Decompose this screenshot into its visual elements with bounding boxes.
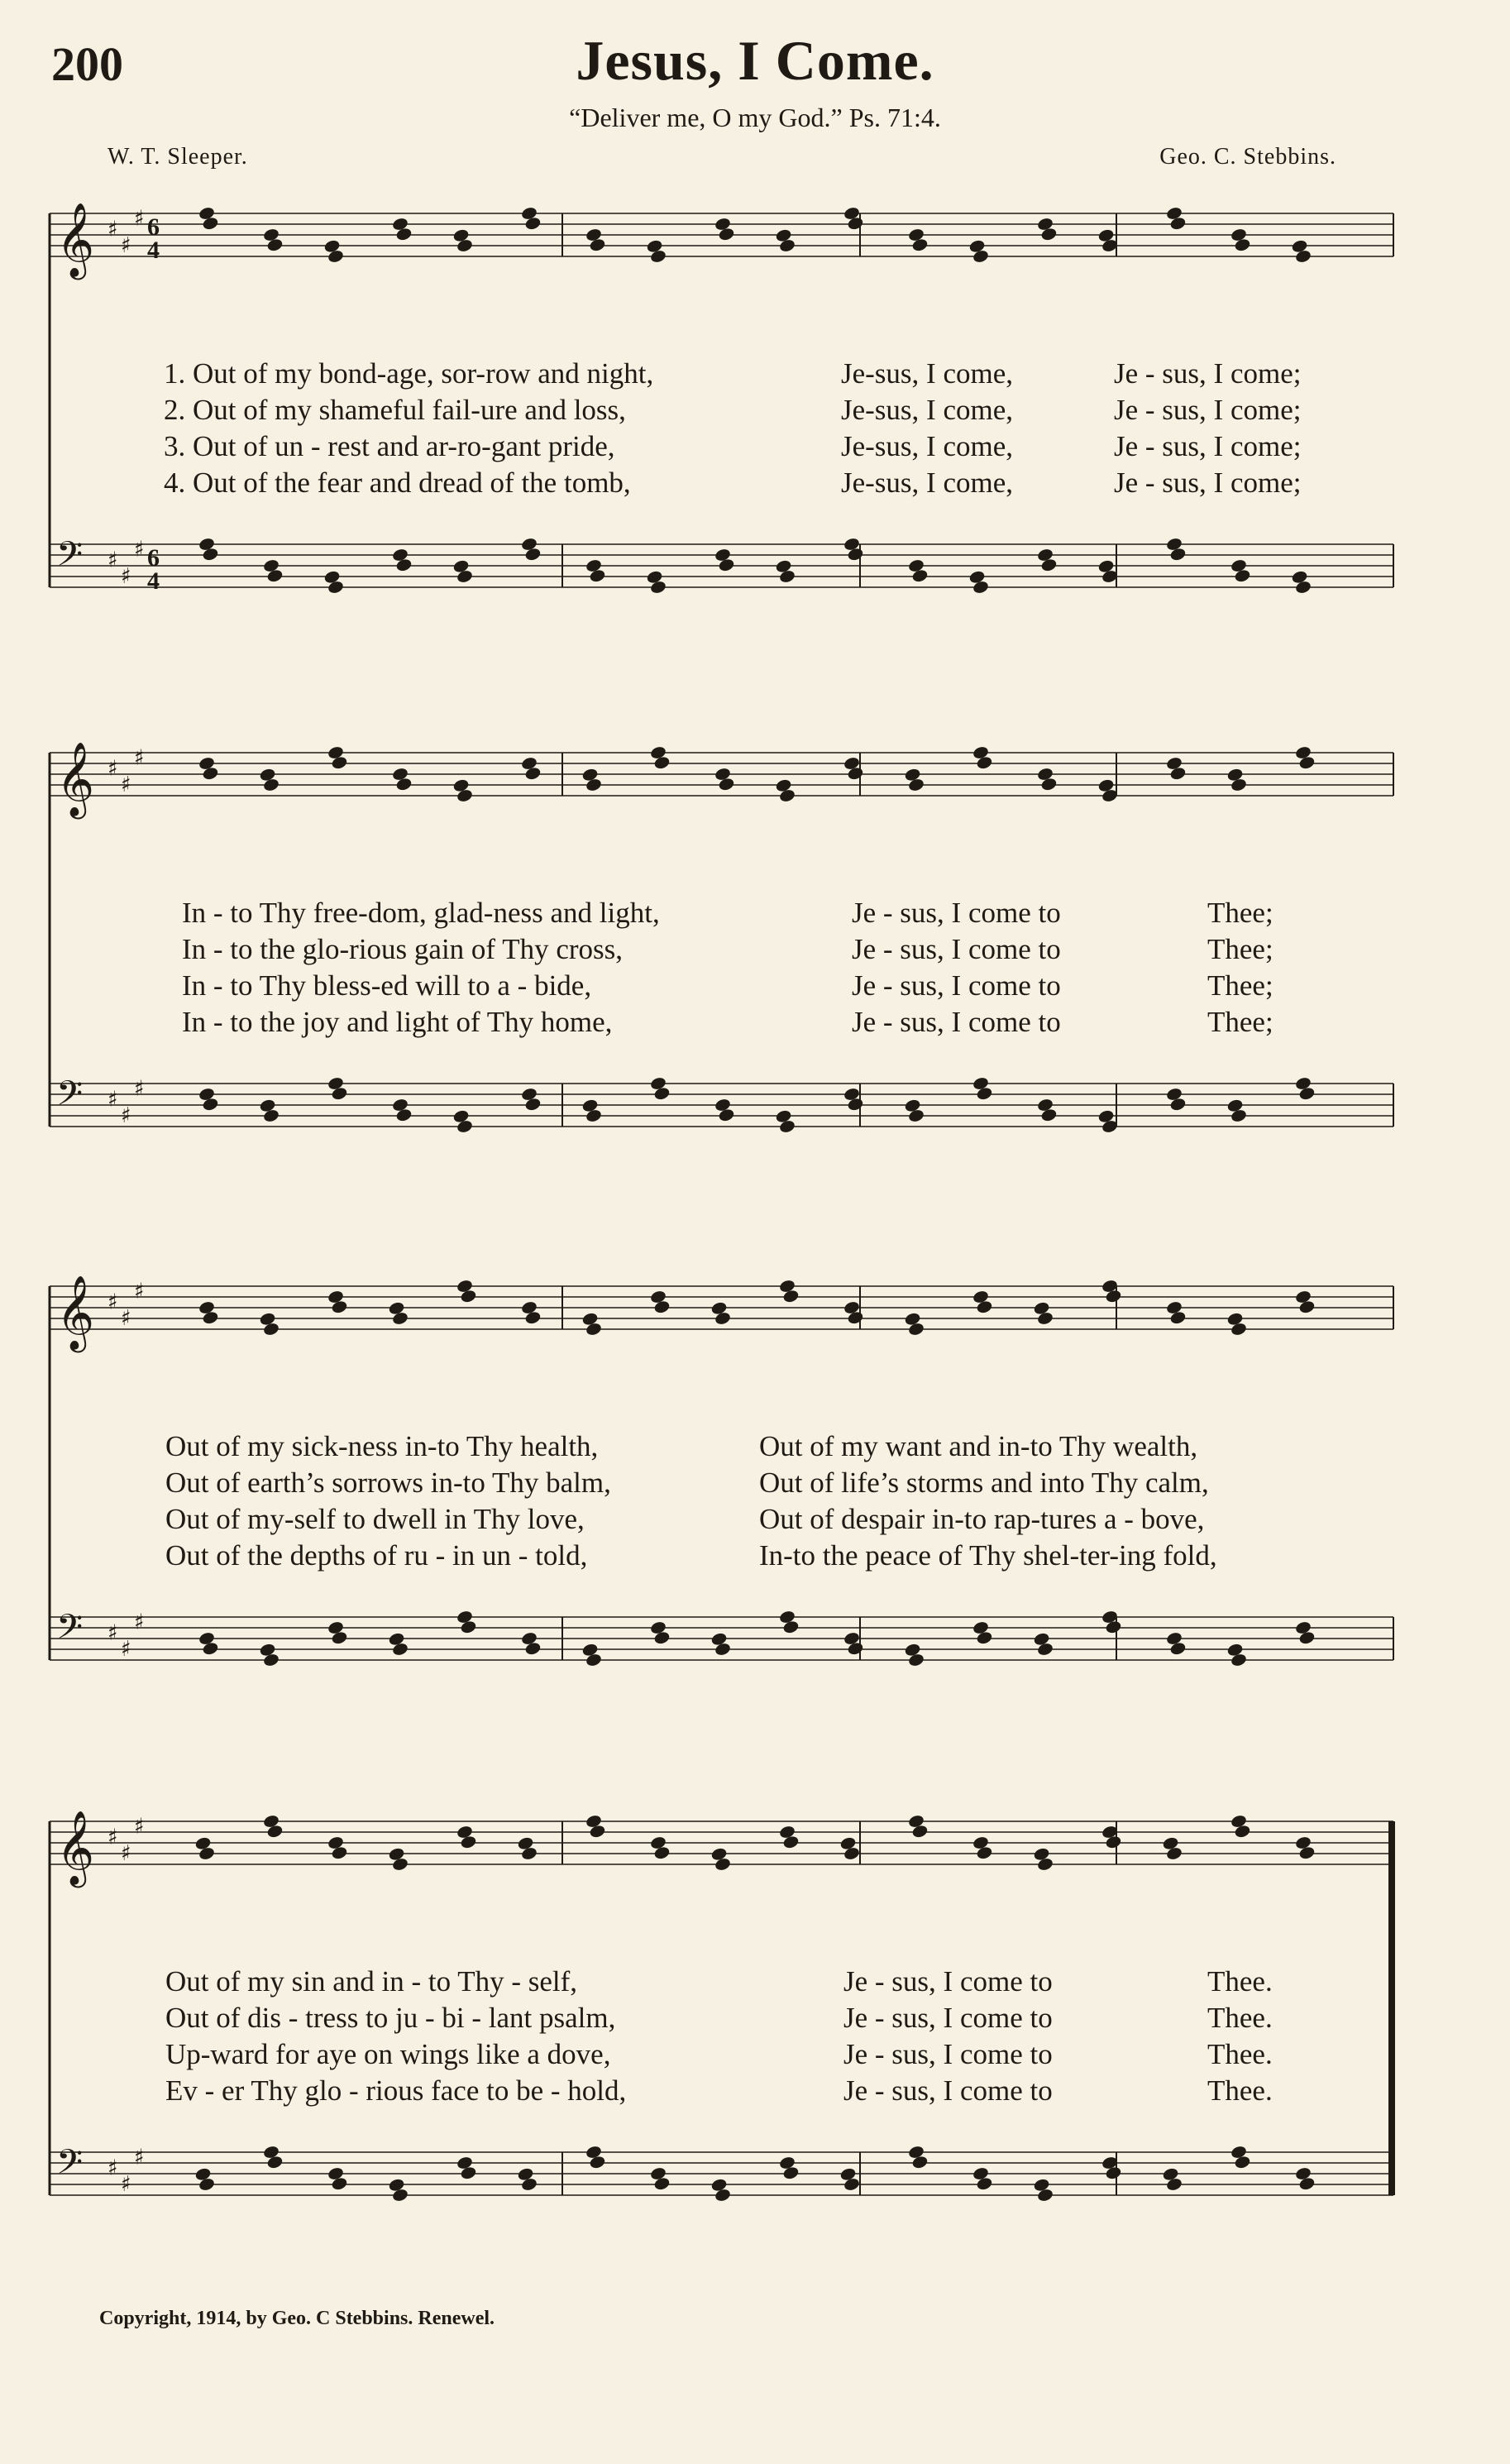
time-signature-bottom: 4 xyxy=(147,237,160,264)
sharp-icon: ♯ xyxy=(134,1610,145,1635)
lyric-phrase-a: 2. Out of my shameful fail-ure and loss, xyxy=(164,394,626,426)
music-system-3 xyxy=(50,1261,1393,1749)
lyric-phrase-b: Out of life’s storms and into Thy calm, xyxy=(759,1466,1209,1499)
lyrics-block-2 xyxy=(50,895,1393,1041)
lyric-phrase-b: Je-sus, I come, xyxy=(841,430,1014,462)
lyric-phrase-b: Out of despair in-to rap-tures a - bove, xyxy=(759,1503,1205,1535)
lyric-line xyxy=(50,1501,1393,1538)
lyric-phrase-a: Out of my-self to dwell in Thy love, xyxy=(165,1503,585,1535)
lyric-phrase-c: Je - sus, I come; xyxy=(1114,394,1302,426)
scripture-epigraph: “Deliver me, O my God.” Ps. 71:4. xyxy=(569,103,941,132)
treble-clef-icon: 𝄞 xyxy=(56,203,95,277)
time-signature-top: 6 xyxy=(147,544,160,572)
music-system-4 xyxy=(50,1797,1393,2285)
page-number: 200 xyxy=(51,37,123,91)
lyric-phrase-c: Je - sus, I come; xyxy=(1114,430,1302,462)
treble-clef-icon: 𝄞 xyxy=(56,1811,95,1885)
sharp-icon: ♯ xyxy=(134,537,145,562)
lyric-line xyxy=(50,1538,1393,1574)
sharp-icon: ♯ xyxy=(134,1814,145,1840)
lyric-line xyxy=(50,1428,1393,1465)
lyric-phrase-c: Thee; xyxy=(1207,1006,1273,1038)
lyric-phrase-a: Out of dis - tress to ju - bi - lant psalm, xyxy=(165,2002,616,2034)
lyric-phrase-b: Je-sus, I come, xyxy=(841,357,1014,390)
lyric-phrase-a: In - to Thy bless-ed will to a - bide, xyxy=(182,969,592,1002)
lyric-line xyxy=(50,931,1393,968)
lyric-phrase-b: Je - sus, I come to xyxy=(852,933,1061,965)
time-signature-top: 6 xyxy=(147,213,160,241)
music-system-1 xyxy=(50,189,1393,677)
lyric-phrase-c: Thee. xyxy=(1207,2002,1273,2034)
sharp-icon: ♯ xyxy=(108,2155,118,2181)
sharp-icon: ♯ xyxy=(108,1825,118,1850)
lyricist-credit: W. T. Sleeper. xyxy=(108,144,248,170)
lyric-phrase-b: In-to the peace of Thy shel-ter-ing fold, xyxy=(759,1539,1217,1572)
bass-clef-icon: 𝄢 xyxy=(56,1074,84,1122)
lyric-phrase-a: Out of my sin and in - to Thy - self, xyxy=(165,1965,578,1998)
sharp-icon: ♯ xyxy=(121,1841,131,1866)
lyric-phrase-c: Je - sus, I come; xyxy=(1114,466,1302,499)
lyric-phrase-b: Je - sus, I come to xyxy=(843,2074,1053,2107)
composer-credit: Geo. C. Stebbins. xyxy=(1159,144,1336,170)
lyric-phrase-a: Out of my sick-ness in-to Thy health, xyxy=(165,1430,599,1462)
sharp-icon: ♯ xyxy=(121,564,131,589)
lyric-phrase-a: In - to Thy free-dom, glad-ness and light, xyxy=(182,897,660,929)
treble-clef-icon: 𝄞 xyxy=(56,1275,95,1350)
sharp-icon: ♯ xyxy=(134,745,145,771)
sharp-icon: ♯ xyxy=(108,1087,118,1112)
sharp-icon: ♯ xyxy=(134,1279,145,1304)
lyric-line xyxy=(50,2036,1393,2073)
bass-clef-icon: 𝄢 xyxy=(56,1607,84,1655)
lyric-phrase-a: Ev - er Thy glo - rious face to be - hold, xyxy=(165,2074,627,2107)
lyric-phrase-a: 4. Out of the fear and dread of the tomb, xyxy=(164,466,631,499)
sharp-icon: ♯ xyxy=(108,217,118,242)
lyric-line xyxy=(50,2000,1393,2036)
lyric-line xyxy=(50,465,1393,501)
lyric-phrase-b: Je - sus, I come to xyxy=(852,897,1061,929)
sharp-icon: ♯ xyxy=(121,1103,131,1128)
lyrics-block-3 xyxy=(50,1428,1393,1574)
bass-clef-icon: 𝄢 xyxy=(56,534,84,582)
lyrics-block-1 xyxy=(50,356,1393,501)
lyric-phrase-b: Je - sus, I come to xyxy=(843,2038,1053,2070)
lyric-phrase-c: Je - sus, I come; xyxy=(1114,357,1302,390)
music-system-2 xyxy=(50,728,1393,1216)
lyric-phrase-a: In - to the joy and light of Thy home, xyxy=(182,1006,613,1038)
lyric-phrase-a: In - to the glo-rious gain of Thy cross, xyxy=(182,933,624,965)
lyric-phrase-a: 3. Out of un - rest and ar-ro-gant pride, xyxy=(164,430,615,462)
lyric-phrase-a: Out of the depths of ru - in un - told, xyxy=(165,1539,588,1572)
lyric-line xyxy=(50,428,1393,465)
sharp-icon: ♯ xyxy=(134,1076,145,1102)
lyric-phrase-a: Up-ward for aye on wings like a dove, xyxy=(165,2038,611,2070)
lyric-line xyxy=(50,1004,1393,1041)
lyric-phrase-b: Je-sus, I come, xyxy=(841,466,1014,499)
sharp-icon: ♯ xyxy=(121,1637,131,1662)
lyric-line xyxy=(50,1465,1393,1501)
sharp-icon: ♯ xyxy=(108,1620,118,1646)
lyric-phrase-c: Thee; xyxy=(1207,969,1273,1002)
bass-clef-icon: 𝄢 xyxy=(56,2142,84,2190)
lyric-phrase-a: 1. Out of my bond-age, sor-row and night, xyxy=(164,357,654,390)
sharp-icon: ♯ xyxy=(121,773,131,797)
treble-clef-icon: 𝄞 xyxy=(56,742,95,816)
lyric-phrase-c: Thee; xyxy=(1207,897,1273,929)
copyright-notice: Copyright, 1914, by Geo. C Stebbins. Renewel. xyxy=(99,2308,495,2329)
lyric-phrase-a: Out of earth’s sorrows in-to Thy balm, xyxy=(165,1466,611,1499)
sharp-icon: ♯ xyxy=(108,756,118,782)
time-signature-bottom: 4 xyxy=(147,567,160,595)
lyric-line xyxy=(50,392,1393,428)
lyric-phrase-b: Je-sus, I come, xyxy=(841,394,1014,426)
lyric-phrase-b: Je - sus, I come to xyxy=(843,2002,1053,2034)
sharp-icon: ♯ xyxy=(134,206,145,232)
sharp-icon: ♯ xyxy=(121,233,131,258)
lyric-phrase-c: Thee. xyxy=(1207,2074,1273,2107)
lyric-phrase-c: Thee; xyxy=(1207,933,1273,965)
lyric-phrase-c: Thee. xyxy=(1207,2038,1273,2070)
lyric-phrase-b: Je - sus, I come to xyxy=(843,1965,1053,1998)
lyric-line xyxy=(50,895,1393,931)
lyric-phrase-b: Je - sus, I come to xyxy=(852,1006,1061,1038)
lyric-line xyxy=(50,2073,1393,2109)
hymn-title: Jesus, I Come. xyxy=(576,29,934,92)
lyric-phrase-b: Je - sus, I come to xyxy=(852,969,1061,1002)
lyric-line xyxy=(50,356,1393,392)
sharp-icon: ♯ xyxy=(121,1306,131,1331)
sharp-icon: ♯ xyxy=(108,548,118,573)
lyric-phrase-b: Out of my want and in-to Thy wealth, xyxy=(759,1430,1198,1462)
sharp-icon: ♯ xyxy=(121,2172,131,2197)
lyric-line xyxy=(50,968,1393,1004)
lyric-line xyxy=(50,1964,1393,2000)
lyrics-block-4 xyxy=(50,1964,1393,2109)
sharp-icon: ♯ xyxy=(134,2145,145,2170)
lyric-phrase-c: Thee. xyxy=(1207,1965,1273,1998)
sharp-icon: ♯ xyxy=(108,1289,118,1315)
